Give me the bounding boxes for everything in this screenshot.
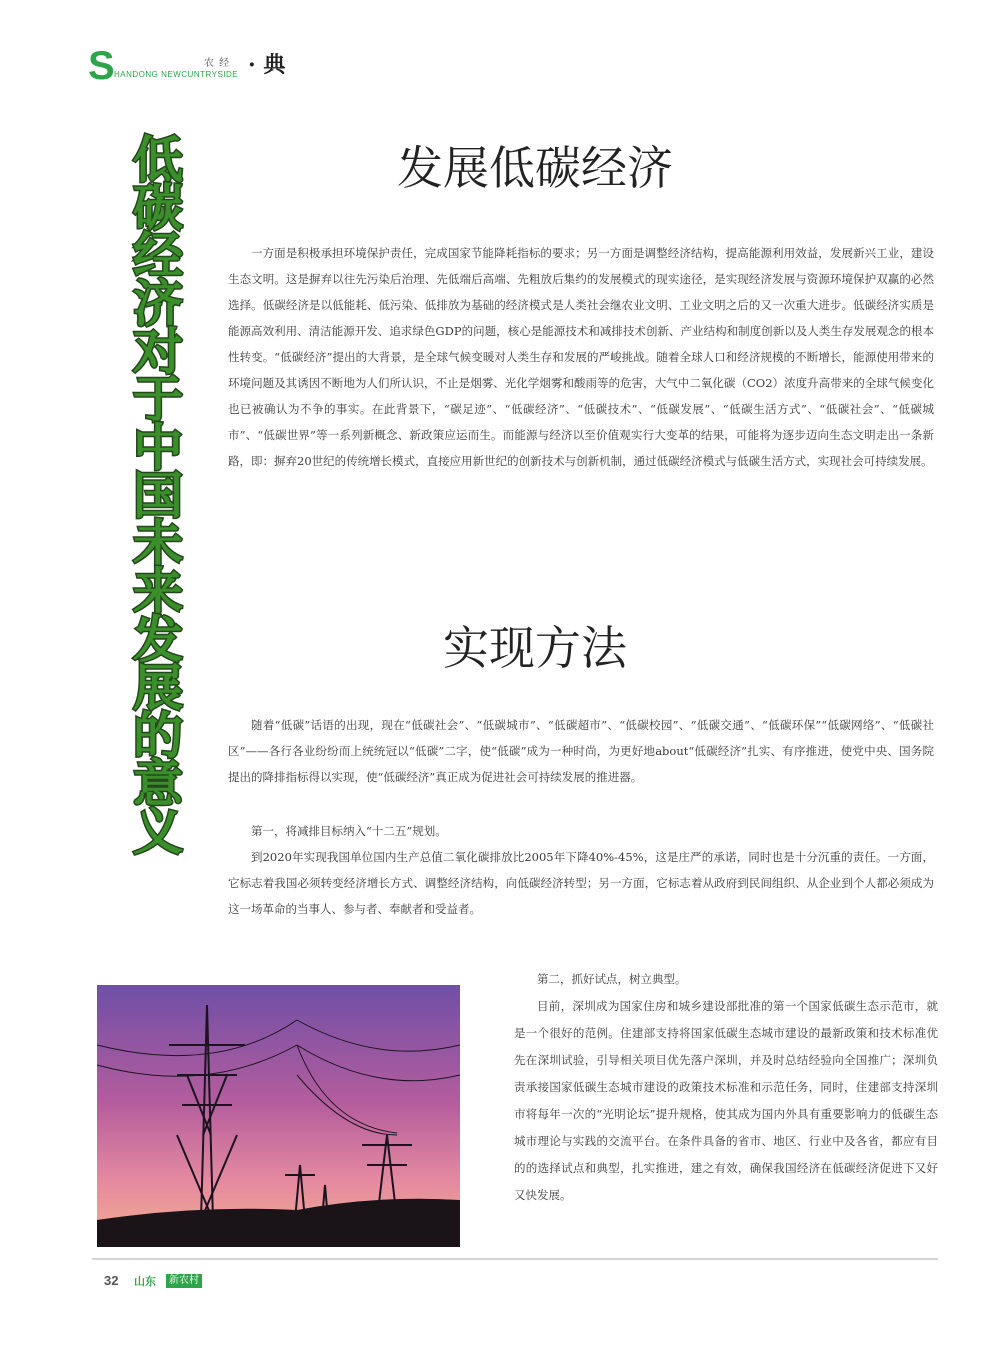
heading-methods: 实现方法 xyxy=(443,621,627,675)
vertical-title-char: 的 xyxy=(133,707,183,765)
paragraph-first-point: 第一，将减排目标纳入“十二五”规划。 xyxy=(251,824,447,838)
footer-divider xyxy=(92,1258,938,1260)
logo-small-text: 农 经 xyxy=(204,58,231,69)
paragraph-second-point: 第二，抓好试点，树立典型。 xyxy=(537,972,687,986)
vertical-title-char: 碳 xyxy=(133,179,183,237)
vertical-title-char: 展 xyxy=(133,659,183,717)
vertical-title-char: 意 xyxy=(133,755,183,813)
vertical-title-char: 国 xyxy=(133,467,183,525)
vertical-title-char: 于 xyxy=(133,371,183,429)
power-tower-photo xyxy=(97,985,460,1247)
paragraph-methods: 随着“低碳”话语的出现，现在“低碳社会”、“低碳城市”、“低碳超市”、“低碳校园”、“低碳交通”、“低碳环保”“低碳网络”、“低碳社区”——各行各业纷纷而上统统冠以“低碳”二字，使“低碳”成为一种时尚，为更好地about“低碳经济”扎实、有序推进，使党中央、国务院提出的降排指标得以实现，使“低碳经济”真正成为促进社会可持续发展的推进器。 xyxy=(228,718,934,784)
logo-char: · 典 xyxy=(248,52,286,78)
vertical-title xyxy=(128,131,188,861)
footer-magazine-box: 新农村 xyxy=(166,1274,202,1288)
vertical-title-char: 对 xyxy=(133,323,183,381)
vertical-title-char: 中 xyxy=(133,419,183,477)
vertical-title-char: 发 xyxy=(133,611,183,669)
heading-develop-low-carbon: 发展低碳经济 xyxy=(397,141,673,195)
logo-letter: S xyxy=(88,44,115,88)
paragraph-second-detail: 目前，深圳成为国家住房和城乡建设部批准的第一个国家低碳生态示范市，就是一个很好的范例。住建部支持将国家低碳生态城市建设的最新政策和技术标准优先在深圳试验，引导相关项目优先落户深圳，并及时总结经验向全国推广；深圳负责承接国家低碳生态城市建设的政策技术标准和示范任务，同时，住建部支持深圳市将每年一次的“光明论坛”提升规格，使其成为国内外具有重要影响力的低碳生态城市理论与实践的交流平台。在条件具备的省市、地区、行业中及各省，都应有目的的选择试点和典型，扎实推进，建之有效，确保我国经济在低碳经济促进下又好又快发展。 xyxy=(514,999,938,1202)
vertical-title-char: 未 xyxy=(133,515,183,573)
vertical-title-char: 低 xyxy=(133,131,183,189)
vertical-title-char: 经 xyxy=(133,227,183,285)
page-number: 32 xyxy=(104,1273,119,1288)
paragraph-first-detail: 到2020年实现我国单位国内生产总值二氧化碳排放比2005年下降40%-45%，这是庄严的承诺，同时也是十分沉重的责任。一方面，它标志着我国必须转变经济增长方式、调整经济结构，向低碳经济转型；另一方面，它标志着从政府到民间组织、从企业到个人都必须成为这一场革命的当事人、参与者、奉献者和受益者。 xyxy=(228,850,934,916)
logo-subtitle: HANDONG NEWCUNTRYSIDE xyxy=(114,70,239,79)
paragraph-intro: 一方面是积极承担环境保护责任，完成国家节能降耗指标的要求；另一方面是调整经济结构，提高能源利用效益，发展新兴工业，建设生态文明。这是摒弃以往先污染后治理、先低端后高端、先粗放后集约的发展模式的现实途径，是实现经济发展与资源环境保护双赢的必然选择。低碳经济是以低能耗、低污染、低排放为基础的经济模式是人类社会继农业文明、工业文明之后的又一次重大进步。低碳经济实质是能源高效利用、清洁能源开发、追求绿色GDP的问题，核心是能源技术和减排技术创新、产业结构和制度创新以及人类生存发展观念的根本性转变。“低碳经济”提出的大背景，是全球气候变暖对人类生存和发展的严峻挑战。随着全球人口和经济规模的不断增长，能源使用带来的环境问题及其诱因不断地为人们所认识，不止是烟雾、光化学烟雾和酸雨等的危害，大气中二氧化碳（CO2）浓度升高带来的全球气候变化也已被确认为不争的事实。在此背景下，“碳足迹”、“低碳经济”、“低碳技术”、“低碳发展”、“低碳生活方式”、“低碳社会”、“低碳城市”、“低碳世界”等一系列新概念、新政策应运而生。而能源与经济以至价值观实行大变革的结果，可能将为逐步迈向生态文明走出一条新路，即：摒弃20世纪的传统增长模式，直接应用新世纪的创新技术与创新机制，通过低碳经济模式与低碳生活方式，实现社会可持续发展。 xyxy=(228,246,934,468)
vertical-title-char: 济 xyxy=(133,275,183,333)
footer-magazine-name: 山东 xyxy=(134,1276,156,1288)
vertical-title-char: 义 xyxy=(133,803,183,861)
vertical-title-char: 来 xyxy=(133,563,183,621)
magazine-logo xyxy=(88,44,288,88)
